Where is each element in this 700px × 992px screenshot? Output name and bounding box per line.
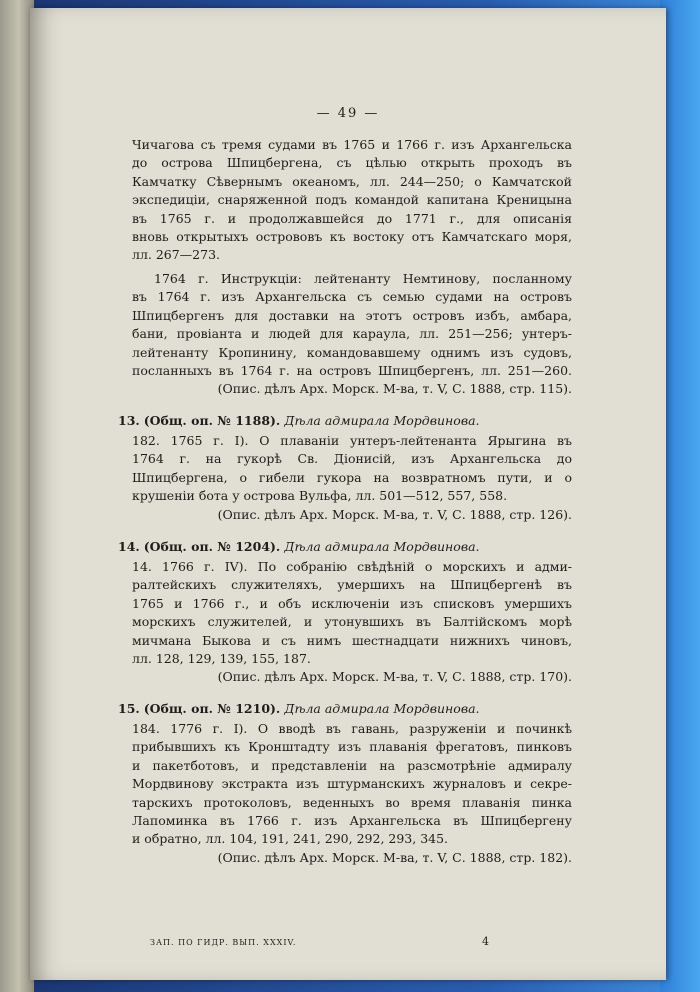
text-line: тарскихъ протоколовъ, веденныхъ во время плаванія пинка [132,794,572,810]
text-line: въ 1764 г. изъ Архангельска съ семью судами на островъ [132,289,572,305]
text-line: Лапоминка въ 1766 г. изъ Архангельска въ Шпицбергену [132,812,572,828]
text-line: лл. 267—273. [132,247,221,263]
text-line: 1764 г. на гукорѣ Св. Діонисій, изъ Архангельска до [132,451,572,467]
blue-cloth-edge [660,0,700,992]
text-line: ралтейскихъ служителяхъ, умершихъ на Шпицбергенѣ въ [132,577,572,593]
text-line: экспедиціи, снаряженной подъ командой капитана Креницына [132,192,572,208]
text-line: лейтенанту Кропинину, командовавшему однимъ изъ судовъ, [132,344,572,360]
signature-mark: 4 [482,935,489,948]
text-line: вновь открытыхъ острововъ къ востоку отъ Камчатскаго моря, [132,228,572,244]
entry-title: Дѣла адмирала Мордвинова. [284,701,480,716]
text-line: прибывшихъ къ Кронштадту изъ плаванія фрегатовъ, пинковъ [132,739,572,755]
entry-reference: (Общ. оп. № 1188). [143,413,281,428]
text-line: 184. 1776 г. I). О вводѣ въ гавань, разруженіи и починкѣ [132,721,572,736]
text-line: Мордвинову экстракта изъ штурманскихъ журналовъ и секре- [132,776,572,792]
text-line: Шпицбергена, о гибели гукора на возвратномъ пути, и о [132,469,572,485]
entry-reference: (Общ. оп. № 1210). [143,701,281,716]
entry-15-heading [118,700,578,718]
text-line: 1765 и 1766 г., и объ исключеніи изъ списковъ умершихъ [132,595,572,611]
entry-title: Дѣла адмирала Мордвинова. [284,413,480,428]
text-line: 14. 1766 г. IV). По собранію свѣдѣній о морскихъ и адми- [132,559,572,574]
citation: (Опис. дѣлъ Арх. Морск. М-ва, т. V, С. 1888, стр. 126). [217,506,572,522]
text-line: въ 1765 г. и продолжавшейся до 1771 г., для описанія [132,210,572,226]
text-line: мичмана Быкова и съ нимъ шестнадцати нижнихъ чиновъ, [132,632,572,648]
entry-reference: (Общ. оп. № 1204). [143,539,281,554]
entry-number: 14. [118,539,140,554]
entry-number: 15. [118,701,140,716]
text-line: 182. 1765 г. I). О плаваніи унтеръ-лейтенанта Ярыгина въ [132,433,572,448]
citation: (Опис. дѣлъ Арх. Морск. М-ва, т. V, С. 1888, стр. 115). [217,381,572,397]
citation: (Опис. дѣлъ Арх. Морск. М-ва, т. V, С. 1888, стр. 170). [217,669,572,685]
instructions-paragraph [132,270,572,399]
text-line: Шпицбергенъ для доставки на этотъ островъ избъ, амбара, [132,307,572,323]
text-line: до острова Шпицбергена, съ цѣлью открыть проходъ въ [132,155,572,171]
intro-paragraph [132,136,572,265]
text-line: Камчатку Сѣвернымъ океаномъ, лл. 244—250; о Камчатской [132,173,572,189]
text-line: Чичагова съ тремя судами въ 1765 и 1766 г. изъ Архангельска [132,137,572,152]
text-line: и обратно, лл. 104, 191, 241, 290, 292, 293, 345. [132,831,449,847]
text-line: бани, провіанта и людей для караула, лл. 251—256; унтеръ- [132,326,572,342]
entry-13-body [132,432,572,524]
printer-signature: ЗАП. ПО ГИДР. ВЫП. XXXIV. [150,938,297,947]
text-line: лл. 128, 129, 139, 155, 187. [132,650,311,666]
page-number: — 49 — [316,106,380,121]
text-line: и пакетботовъ, и представленіи на разсмотрѣніе адмиралу [132,757,572,773]
entry-14-body [132,558,572,687]
citation: (Опис. дѣлъ Арх. Морск. М-ва, т. V, С. 1888, стр. 182). [217,849,572,865]
book-page [30,8,666,980]
text-line: 1764 г. Инструкціи: лейтенанту Немтинову, посланному [154,271,572,286]
left-page-edge [0,0,34,992]
text-line: крушеніи бота у острова Вульфа, лл. 501—512, 557, 558. [132,488,508,504]
entry-title: Дѣла адмирала Мордвинова. [284,539,480,554]
entry-13-heading [118,412,578,430]
text-line: посланныхъ въ 1764 г. на островъ Шпицбергенъ, лл. 251—260. [132,362,572,378]
entry-15-body [132,720,572,867]
text-line: морскихъ служителей, и утонувшихъ въ Балтійскомъ морѣ [132,614,572,630]
entry-14-heading [118,538,578,556]
entry-number: 13. [118,413,140,428]
